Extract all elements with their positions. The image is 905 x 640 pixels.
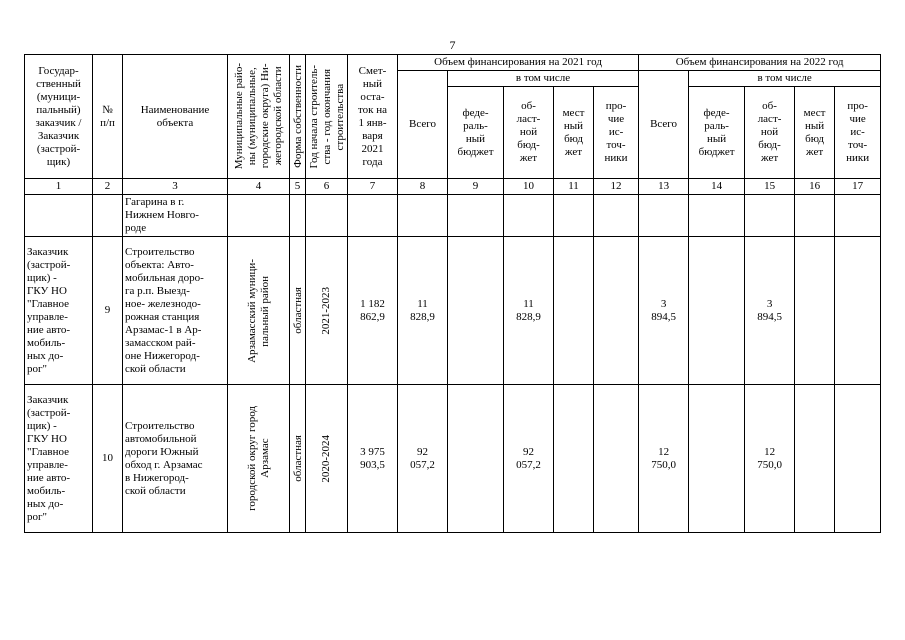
header-district: Муниципальные райо- ны (муниципальные, городские округа) Ни- жегородской области (232, 63, 284, 170)
col-num-11: 11 (554, 179, 594, 195)
header-incl-2021: в том числе (448, 71, 639, 87)
header-federal-2022: феде- раль- ный бюджет (689, 87, 745, 179)
row-local-2022 (795, 237, 835, 385)
row-district: городской округ город Арзамас (245, 406, 271, 511)
row-years-cell (306, 237, 348, 385)
row-total-2021: 92 057,2 (398, 385, 448, 533)
row-other-2022 (835, 385, 881, 533)
col-num-4: 4 (228, 179, 290, 195)
col-num-1: 1 (25, 179, 93, 195)
row-district: Арзамасский муници- пальный район (245, 258, 271, 363)
header-federal-2021: феде- раль- ный бюджет (448, 87, 504, 179)
header-district-cell (228, 55, 290, 179)
col-num-8: 8 (398, 179, 448, 195)
header-local-2022: мест ный бюд жет (795, 87, 835, 179)
row-local-2021 (554, 385, 594, 533)
col-num-2: 2 (93, 179, 123, 195)
row-district (228, 195, 290, 237)
row-federal-2021 (448, 237, 504, 385)
row-regional-2021 (504, 195, 554, 237)
header-years-cell (306, 55, 348, 179)
row-regional-2022: 3 894,5 (745, 237, 795, 385)
col-num-3: 3 (123, 179, 228, 195)
row-other-2021 (594, 195, 639, 237)
row-years: 2021-2023 (320, 286, 332, 335)
header-incl-2022: в том числе (689, 71, 881, 87)
header-customer: Государ- ственный (муници- пальный) заказчик / Заказчик (застрой- щик) (25, 55, 93, 179)
row-customer: Заказчик (застрой- щик) - ГКУ НО "Главное управле- ние авто- мобиль- ных до- рог" (25, 237, 93, 385)
page-number: 7 (449, 38, 456, 52)
row-total-2022: 3 894,5 (639, 237, 689, 385)
row-num (93, 195, 123, 237)
row-regional-2022 (745, 195, 795, 237)
row-customer: Заказчик (застрой- щик) - ГКУ НО "Главное управле- ние авто- мобиль- ных до- рог" (25, 385, 93, 533)
row-years-cell (306, 385, 348, 533)
row-other-2021 (594, 237, 639, 385)
row-ownership: областная (292, 435, 304, 482)
col-num-5: 5 (290, 179, 306, 195)
table-row (25, 237, 881, 385)
row-ownership-cell (290, 385, 306, 533)
header-balance: Смет- ный оста- ток на 1 янв- варя 2021 года (348, 55, 398, 179)
row-regional-2021: 92 057,2 (504, 385, 554, 533)
header-regional-2021: об- ласт- ной бюд- жет (504, 87, 554, 179)
col-num-7: 7 (348, 179, 398, 195)
row-federal-2021 (448, 385, 504, 533)
row-balance: 1 182 862,9 (348, 237, 398, 385)
col-num-14: 14 (689, 179, 745, 195)
header-num: № п/п (93, 55, 123, 179)
row-years: 2020-2024 (320, 434, 332, 483)
row-num: 9 (93, 237, 123, 385)
table-row (25, 385, 881, 533)
col-num-17: 17 (835, 179, 881, 195)
row-total-2022 (639, 195, 689, 237)
row-ownership (290, 195, 306, 237)
column-numbers-row (25, 179, 881, 195)
col-num-9: 9 (448, 179, 504, 195)
row-ownership-cell (290, 237, 306, 385)
row-balance: 3 975 903,5 (348, 385, 398, 533)
col-num-10: 10 (504, 179, 554, 195)
row-district-cell (228, 385, 290, 533)
row-federal-2021 (448, 195, 504, 237)
row-other-2022 (835, 195, 881, 237)
col-num-13: 13 (639, 179, 689, 195)
row-local-2022 (795, 385, 835, 533)
row-ownership: областная (292, 287, 304, 334)
row-balance (348, 195, 398, 237)
row-object-name: Строительство объекта: Авто- мобильная доро- га р.п. Выезд- ное- железнодо- рожная станция Арзамас-1 в Ар- замасском рай- оне Нижегород- ской области (123, 237, 228, 385)
row-local-2021 (554, 237, 594, 385)
col-num-16: 16 (795, 179, 835, 195)
row-regional-2021: 11 828,9 (504, 237, 554, 385)
header-other-2022: про- чие ис- точ- ники (835, 87, 881, 179)
row-object-name: Строительство автомобильной дороги Южный обход г. Арзамас в Нижегород- ской области (123, 385, 228, 533)
col-num-12: 12 (594, 179, 639, 195)
row-total-2022: 12 750,0 (639, 385, 689, 533)
header-years: Год начала строитель- ства - год окончания строительства (308, 64, 346, 169)
row-total-2021: 11 828,9 (398, 237, 448, 385)
row-total-2021 (398, 195, 448, 237)
col-num-6: 6 (306, 179, 348, 195)
row-federal-2022 (689, 237, 745, 385)
header-total-2022: Всего (639, 71, 689, 179)
table-row (25, 195, 881, 237)
row-local-2022 (795, 195, 835, 237)
header-total-2021: Всего (398, 71, 448, 179)
header-regional-2022: об- ласт- ной бюд- жет (745, 87, 795, 179)
header-ownership-cell (290, 55, 306, 179)
row-other-2022 (835, 237, 881, 385)
header-other-2021: про- чие ис- точ- ники (594, 87, 639, 179)
header-fin-2022: Объем финансирования на 2022 год (639, 55, 881, 71)
row-object-name: Гагарина в г. Нижнем Новго- роде (123, 195, 228, 237)
financing-table (24, 54, 881, 533)
row-customer (25, 195, 93, 237)
row-federal-2022 (689, 195, 745, 237)
row-regional-2022: 12 750,0 (745, 385, 795, 533)
header-object-name: Наименование объекта (123, 55, 228, 179)
header-local-2021: мест ный бюд жет (554, 87, 594, 179)
col-num-15: 15 (745, 179, 795, 195)
header-ownership: Форма собственности (292, 65, 304, 168)
header-fin-2021: Объем финансирования на 2021 год (398, 55, 639, 71)
row-num: 10 (93, 385, 123, 533)
row-district-cell (228, 237, 290, 385)
row-years (306, 195, 348, 237)
row-other-2021 (594, 385, 639, 533)
row-local-2021 (554, 195, 594, 237)
row-federal-2022 (689, 385, 745, 533)
